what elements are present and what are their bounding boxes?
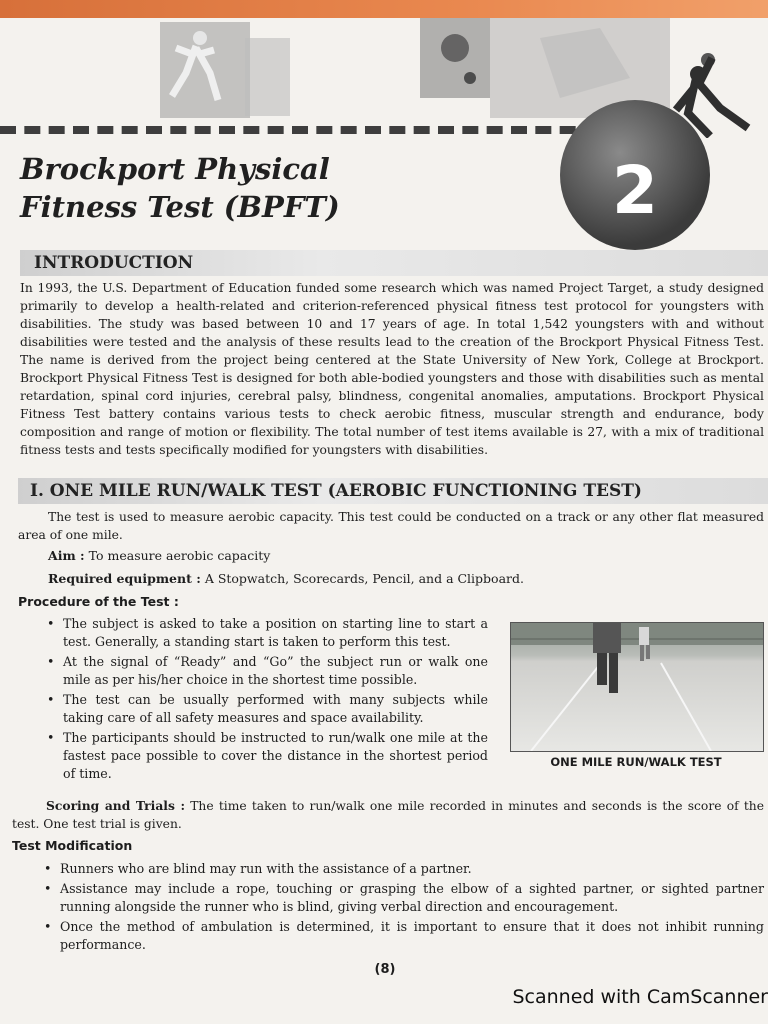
page-number: (8) [374,962,396,977]
dashed-divider [0,126,600,138]
section-heading: I. ONE MILE RUN/WALK TEST (AEROBIC FUNCTIONING TEST) [18,478,768,504]
procedure-heading: Procedure of the Test : [18,594,179,609]
procedure-item: • The test can be usually performed with many subjects while taking care of all safety measures and space availability. [45,691,488,727]
procedure-item: • The participants should be instructed to run/walk one mile at the fastest pace possible to cover the distance in the shortest period of time. [45,729,488,783]
introduction-heading: INTRODUCTION [20,250,768,276]
modification-item: • Assistance may include a rope, touching or grasping the elbow of a sighted partner, or sighted partner running alongside the runner who is blind, giving verbal direction and encouragement. [42,880,764,916]
modification-item: • Runners who are blind may run with the assistance of a partner. [42,860,764,878]
aim-label: Aim : [48,548,85,563]
procedure-item: • The subject is asked to take a position on starting line to start a test. Generally, a standing start is taken to perform this test. [45,615,488,651]
aim-line [48,547,270,565]
procedure-item: • At the signal of “Ready” and “Go” the subject run or walk one mile as per his/her choice in the shortest time possible. [45,653,488,689]
camscanner-watermark: Scanned with CamScanner [512,986,768,1008]
modification-list [42,860,764,956]
modification-item: • Once the method of ambulation is determined, it is important to ensure that it does not inhibit running performance. [42,918,764,954]
aim-text: To measure aerobic capacity [88,548,271,563]
chapter-number: 2 [612,152,658,229]
top-color-strip [0,0,768,18]
equipment-line [48,570,524,588]
procedure-list [45,615,488,785]
runner-photo-illustration [511,623,763,751]
equipment-label: Required equipment : [48,571,201,586]
section-intro-text: The test is used to measure aerobic capacity. This test could be conducted on a track or any other flat measured area of one mile. [18,510,764,542]
scoring-paragraph [12,797,764,833]
introduction-text: In 1993, the U.S. Department of Education funded some research which was named Project Target, a study designed primarily to develop a health-related and criterion-referenced physical fitness test protocol for youngsters with disabilities. The study was based between 10 and 17 years of age. In total 1,542 youngsters with and without disabilities were tested and the analysis of these results lead to the creation of the Brockport Physical Fitness Test. The name is derived from the project being centered at the State University of New York, College at Brockport. Brockport Physical Fitness Test is designed for both able-bodied youngsters and those with disabilities such as mental retardation, spinal cord injuries, cerebral palsy, blindness, congenital anomalies, amputations. Brockport Physical Fitness Test battery contains various tests to check aerobic fitness, muscular strength and endurance, body composition and range of motion or flexibility. The total number of test items available is 27, with a mix of traditional fitness tests and tests specifically modified for youngsters with disabilities. [20,281,764,457]
scoring-text: The time taken to run/walk one mile recorded in minutes and seconds is the score of the test. One test trial is given. [12,799,764,831]
scoring-label: Scoring and Trials : [46,798,186,813]
equipment-text: A Stopwatch, Scorecards, Pencil, and a Clipboard. [204,571,524,586]
photo-caption: ONE MILE RUN/WALK TEST [550,755,722,769]
running-track-photo [510,622,764,752]
chapter-title: Brockport Physical Fitness Test (BPFT) [20,152,340,224]
test-modification-heading: Test Modification [12,838,133,853]
